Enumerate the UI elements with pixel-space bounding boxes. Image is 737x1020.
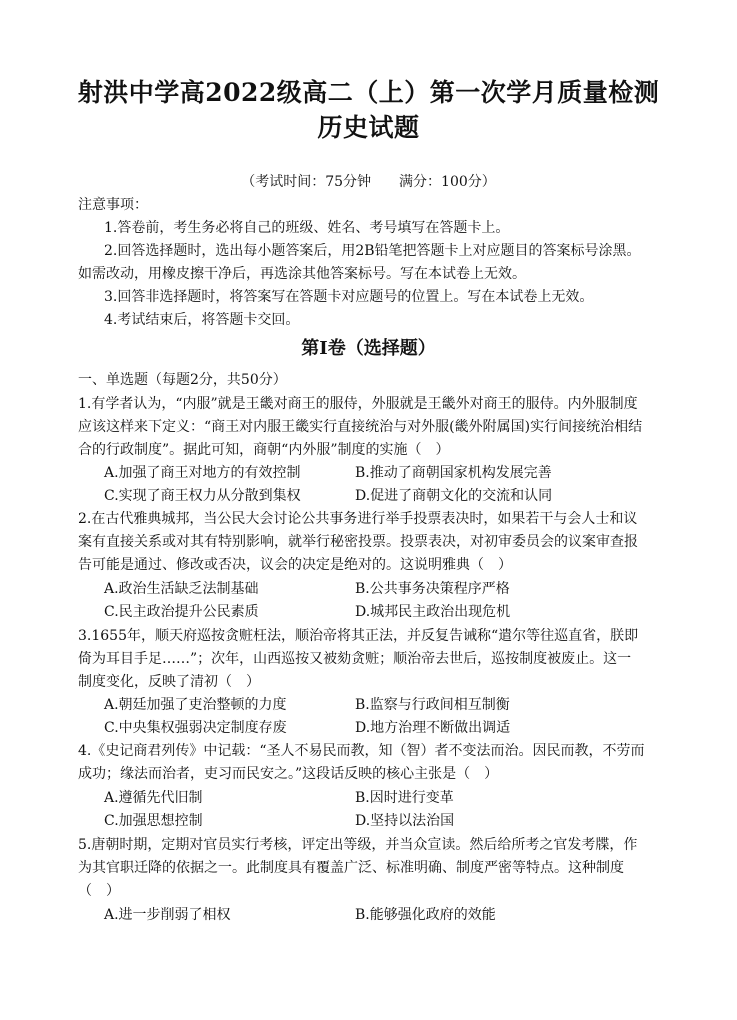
question-text-line: 应该这样来下定义：“商王对内服王畿实行直接统治与对外服(畿外附属国)实行间接统治相结: [78, 419, 643, 435]
question-text-line: 成功；缘法而治者，吏习而民安之。”这段话反映的核心主张是（ ）: [78, 766, 499, 782]
option-c: C.中央集权强弱决定制度存废: [104, 720, 287, 736]
option-b: B.监察与行政间相互制衡: [355, 697, 510, 713]
question-text-line: 3.1655年，顺天府巡按贪赃枉法，顺治帝将其正法，并反复告诫称“遣尔等往巡直省，朕即: [78, 628, 639, 644]
option-d: D.坚持以法治国: [355, 813, 455, 829]
notice-item: 4.考试结束后，将答题卡交回。: [104, 312, 300, 328]
question-text-line: 倚为耳目手足……”；次年，山西巡按又被劾贪赃；顺治帝去世后，巡按制度被废止。这一: [78, 651, 632, 667]
exam-info: （考试时间：75分钟 满分：100分）: [241, 174, 496, 190]
notice-item: 2.回答选择题时，选出每小题答案后，用2B铅笔把答题卡上对应题目的答案标号涂黑。: [104, 243, 641, 259]
question-text-line: 案有直接关系或对其有特别影响，就举行秘密投票。投票表决，对初审委员会的议案审查报: [78, 534, 638, 550]
option-a: A.加强了商王对地方的有效控制: [104, 465, 301, 481]
notice-heading: 注意事项：: [78, 197, 148, 213]
question-text-line: 1.有学者认为，“内服”就是王畿对商王的服侍，外服就是王畿外对商王的服侍。内外服制度: [78, 396, 638, 412]
option-a: A.遵循先代旧制: [104, 790, 203, 806]
section-subtitle: 一、单选题（每题2分，共50分）: [78, 372, 287, 388]
notice-item: 如需改动，用橡皮擦干净后，再选涂其他答案标号。写在本试卷上无效。: [78, 266, 526, 282]
question-text-line: 告可能是通过、修改或否决，议会的决定是绝对的。这说明雅典（ ）: [78, 557, 512, 573]
question-text-line: 2.在古代雅典城邦，当公民大会讨论公共事务进行举手投票表决时，如果若干与会人士和议: [78, 511, 638, 527]
subject-title: 历史试题: [317, 113, 420, 142]
option-b: B.能够强化政府的效能: [355, 907, 496, 923]
notice-item: 3.回答非选择题时，将答案写在答题卡对应题号的位置上。写在本试卷上无效。: [104, 289, 594, 305]
option-d: D.地方治理不断做出调适: [355, 720, 511, 736]
option-a: A.政治生活缺乏法制基础: [104, 581, 259, 597]
option-d: D.城邦民主政治出现危机: [355, 604, 511, 620]
question-text-line: 合的行政制度”。据此可知，商朝“内外服”制度的实施（ ）: [78, 442, 450, 458]
question-text-line: 为其官职迁降的依据之一。此制度具有覆盖广泛、标准明确、制度严密等特点。这种制度: [78, 860, 624, 876]
question-text-line: （ ）: [78, 883, 120, 899]
option-d: D.促进了商朝文化的交流和认同: [355, 488, 553, 504]
option-c: C.实现了商王权力从分散到集权: [104, 488, 301, 504]
question-text-line: 制度变化，反映了清初（ ）: [78, 674, 260, 690]
exam-title: 射洪中学高2022级高二（上）第一次学月质量检测: [77, 78, 660, 107]
option-c: C.加强思想控制: [104, 813, 203, 829]
notice-item: 1.答卷前，考生务必将自己的班级、姓名、考号填写在答题卡上。: [104, 220, 510, 236]
section-title: 第I卷（选择题）: [301, 338, 436, 359]
option-b: B.因时进行变革: [355, 790, 454, 806]
option-b: B.公共事务决策程序严格: [355, 581, 510, 597]
option-a: A.朝廷加强了吏治整顿的力度: [104, 697, 287, 713]
option-b: B.推动了商朝国家机构发展完善: [355, 465, 552, 481]
option-c: C.民主政治提升公民素质: [104, 604, 259, 620]
question-text-line: 4.《史记商君列传》中记载：“圣人不易民而教，知（智）者不变法而治。因民而教，不劳而: [78, 743, 645, 759]
option-a: A.进一步削弱了相权: [104, 907, 231, 923]
question-text-line: 5.唐朝时期，定期对官员实行考核，评定出等级，并当众宣读。然后给所考之官发考牒，作: [78, 837, 638, 853]
